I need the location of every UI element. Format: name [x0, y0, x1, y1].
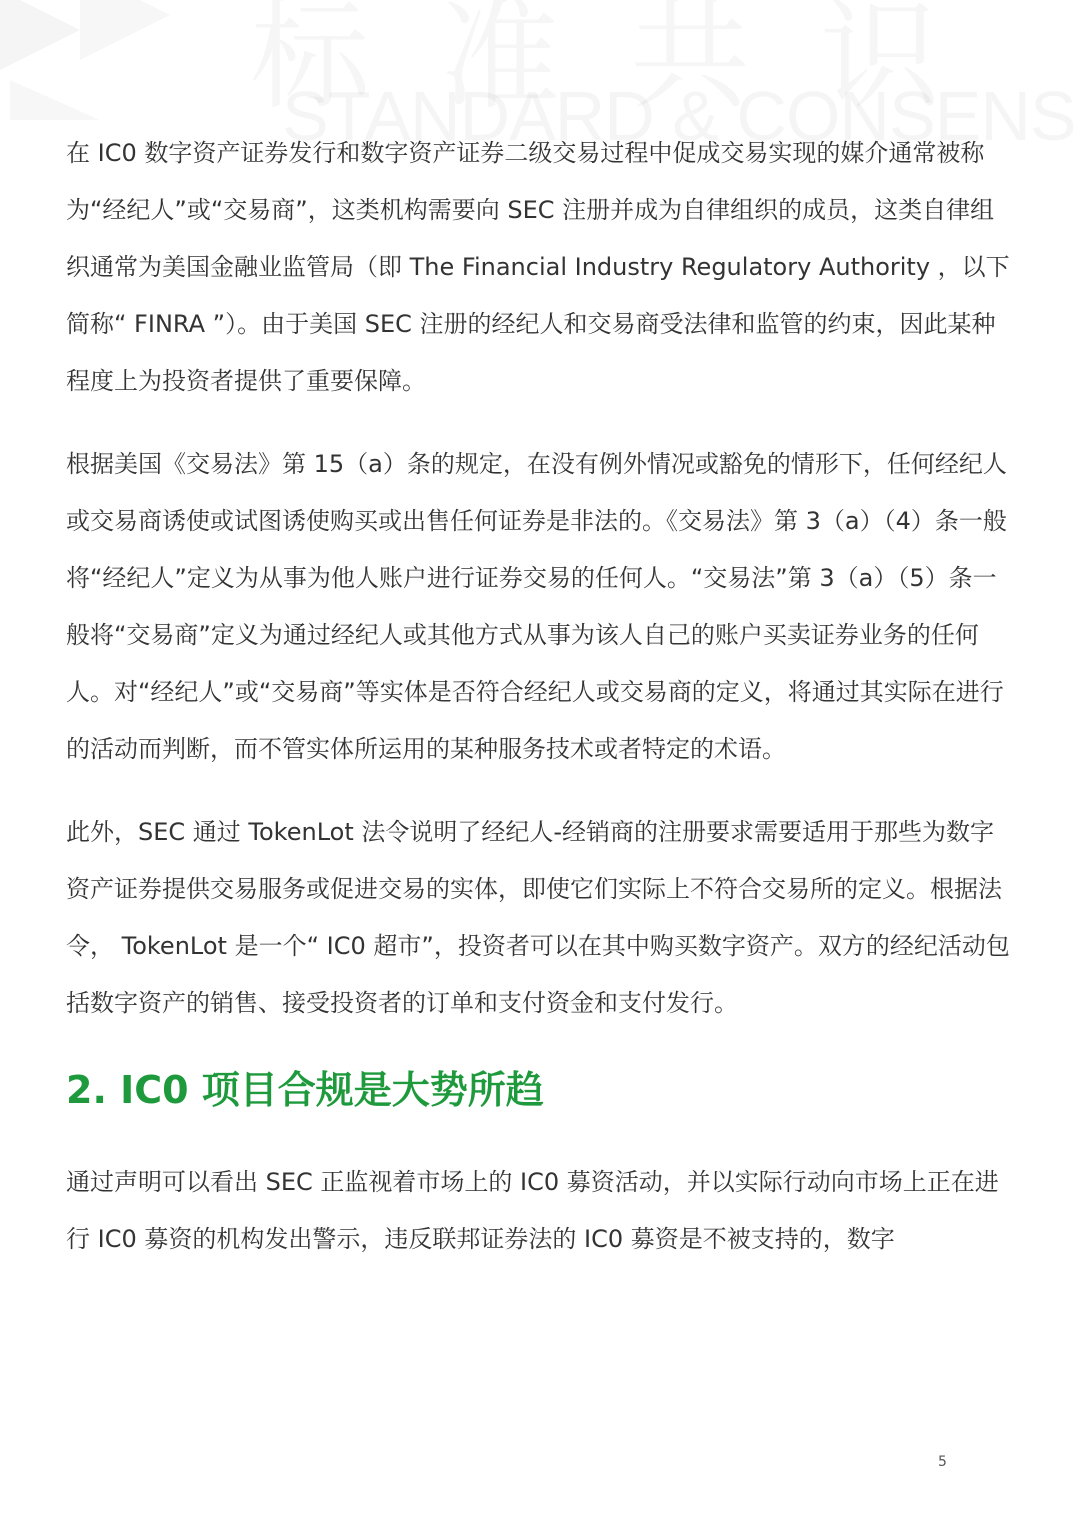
logo-watermark-icon — [0, 0, 190, 120]
paragraph-section-2: 通过声明可以看出 SEC 正监视着市场上的 IC0 募资活动，并以实际行动向市场上正在进行 IC0 募资的机构发出警示，违反联邦证券法的 IC0 募资是不被支持的，数字 — [66, 1168, 999, 1253]
document-body — [66, 125, 1016, 1294]
paragraph-exchange-act: 根据美国《交易法》第 15（a）条的规定，在没有例外情况或豁免的情形下，任何经纪人或交易商诱使或试图诱使购买或出售任何证券是非法的。《交易法》第 3（a）（4）条一般将“经纪人”定义为从事为他人账户进行证券交易的任何人。“交易法”第 3（a）（5）条一般将“交易商”定义为通过经纪人或其他方式从事为该人自己的账户买卖证券业务的任何人。对“经纪人”或“交易商”等实体是否符合经纪人或交易商的定义，将通过其实际在进行的活动而判断，而不管实体所运用的某种服务技术或者特定的术语。 — [66, 450, 1007, 763]
section-heading: 2. IC0 项目合规是大势所趋 — [66, 1068, 544, 1112]
paragraph-broker-dealer-intro: 在 IC0 数字资产证券发行和数字资产证券二级交易过程中促成交易实现的媒介通常被称为“经纪人”或“交易商”，这类机构需要向 SEC 注册并成为自律组织的成员，这类自律组织通常为美国金融业监管局（即 The Financial Industry Regulatory Authority ，以下简称“ FINRA ”）。由于美国 SEC 注册的经纪人和交易商受法律和监管的约束，因此某种程度上为投资者提供了重要保障。 — [66, 139, 1010, 395]
paragraph-tokenlot: 此外，SEC 通过 TokenLot 法令说明了经纪人-经销商的注册要求需要适用于那些为数字资产证券提供交易服务或促进交易的实体，即使它们实际上不符合交易所的定义。根据法令， TokenLot 是一个“ IC0 超市”，投资者可以在其中购买数字资产。双方的经纪活动包括数字资产的销售、接受投资者的订单和支付资金和支付发行。 — [66, 818, 1010, 1017]
page-number: 5 — [938, 1454, 947, 1470]
watermark-title-cn — [250, 0, 1010, 132]
